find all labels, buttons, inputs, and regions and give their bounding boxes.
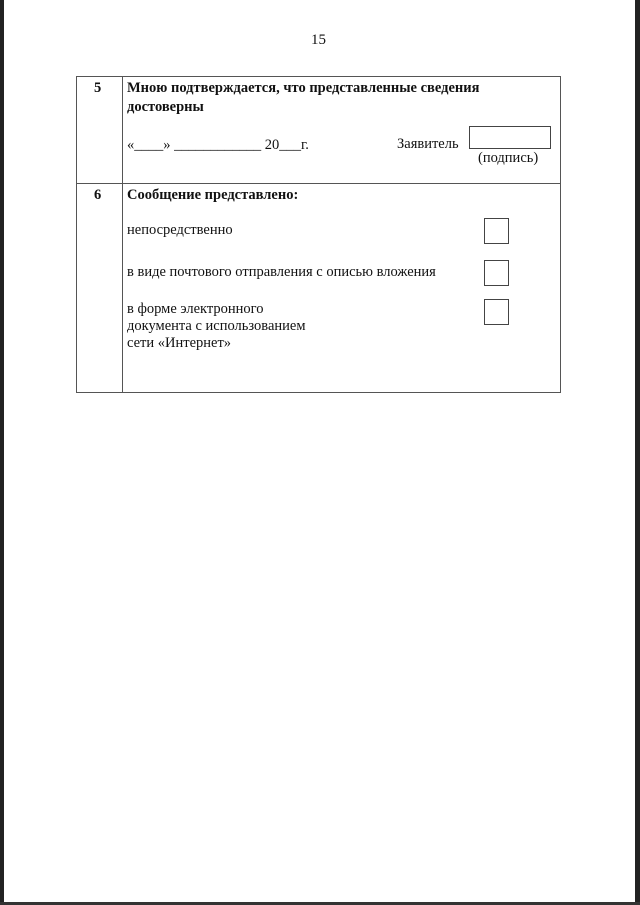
applicant-label: Заявитель [397, 136, 459, 152]
checkbox-post[interactable] [484, 260, 509, 286]
option-label-direct: непосредственно [127, 222, 233, 238]
column-divider [122, 76, 123, 393]
table-border-right [560, 76, 561, 393]
option-label-electronic-2: документа с использованием [127, 318, 306, 334]
submission-title: Сообщение представлено: [127, 187, 299, 203]
scan-edge-left [0, 0, 4, 905]
row-number: 5 [94, 80, 102, 96]
option-label-electronic-3: сети «Интернет» [127, 335, 232, 351]
table-border-bottom [76, 392, 561, 393]
row-number: 6 [94, 187, 102, 203]
checkbox-direct[interactable] [484, 218, 509, 244]
scan-edge-right [635, 0, 640, 905]
date-field[interactable]: «____» ____________ 20___г. [127, 137, 309, 153]
confirmation-title-cont: достоверны [127, 99, 204, 115]
signature-caption: (подпись) [478, 150, 539, 166]
option-label-electronic: в форме электронного [127, 301, 264, 317]
page-number: 15 [311, 32, 326, 48]
row-divider [76, 183, 561, 184]
checkbox-electronic[interactable] [484, 299, 509, 325]
option-label-post: в виде почтового отправления с описью вложения [127, 264, 436, 280]
table-border-top [76, 76, 561, 77]
table-border-left [76, 76, 77, 393]
confirmation-title: Мною подтверждается, что представленные сведения [127, 80, 480, 96]
signature-box[interactable] [469, 126, 551, 149]
